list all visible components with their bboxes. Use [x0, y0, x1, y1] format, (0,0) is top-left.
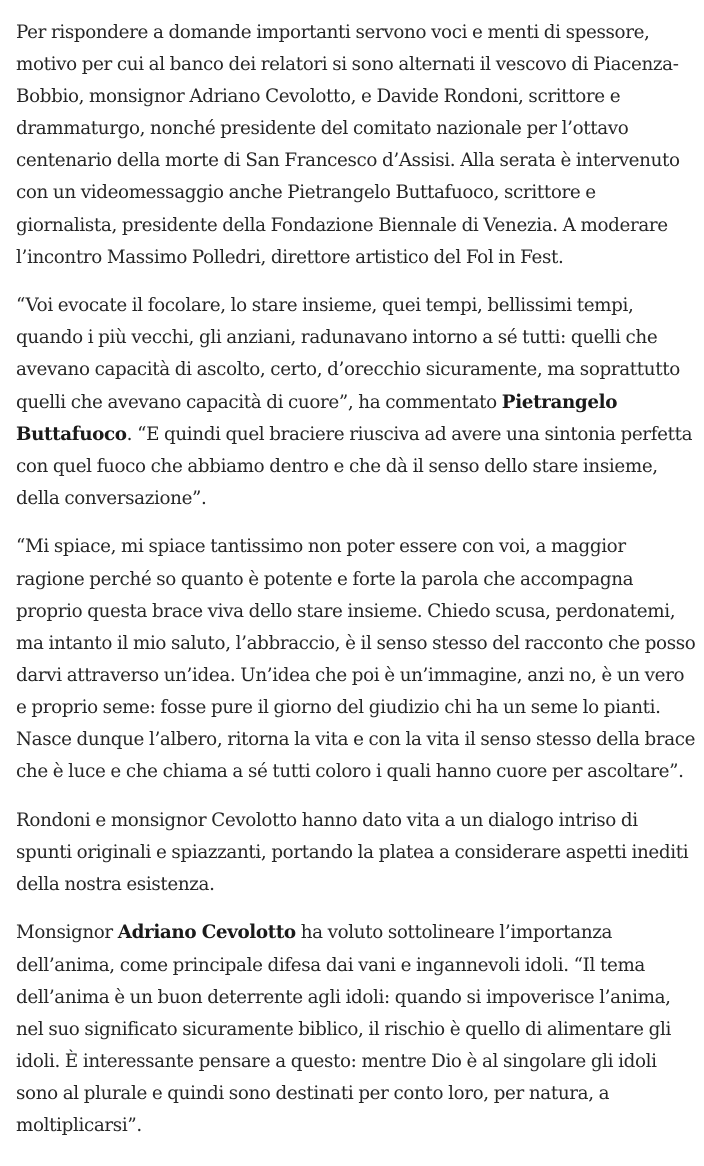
paragraph-text: Rondoni e monsignor Cevolotto hanno dato vita a un dialogo intriso di spunti originali e spiazzanti, portando la platea a considerare aspetti inediti della nostra esistenza.	[16, 809, 689, 895]
paragraph	[16, 290, 696, 515]
paragraph-text: Monsignor	[16, 922, 118, 944]
paragraph	[16, 17, 696, 274]
paragraph-text: “Mi spiace, mi spiace tantissimo non poter essere con voi, a maggior ragione perché so quanto è potente e forte la parola che accompagna proprio questa brace viva dello stare insieme. Chiedo scusa, perdonatemi, ma intanto il mio saluto, l’abbraccio, è il senso stesso del racconto che posso darvi attraverso un’idea. Un’idea che poi è un’immagine, anzi no, è un vero e proprio seme: fosse pure il giorno del giudizio chi ha un seme lo pianti. Nasce dunque l’albero, ritorna la vita e con la vita il senso stesso della brace che è luce e che chiama a sé tutti coloro i quali hanno cuore per ascoltare”.	[16, 536, 696, 783]
article-body	[16, 17, 696, 1142]
paragraph	[16, 917, 696, 1142]
person-name-bold: Adriano Cevolotto	[117, 922, 296, 944]
person-name-bold: Pietrangelo Buttafuoco	[16, 391, 618, 445]
paragraph	[16, 805, 696, 901]
paragraph-text: ha voluto sottolineare l’importanza dell’anima, come principale difesa dai vani e ingannevoli idoli. “Il tema dell’anima è un buon deterrente agli idoli: quando si impoverisce l’anima, nel suo significato sicuramente biblico, il rischio è quello di alimentare gli idoli. È interessante pensare a questo: mentre Dio è al singolare gli idoli sono al plurale e quindi sono destinati per conto loro, per natura, a moltiplicarsi”.	[16, 922, 671, 1136]
paragraph	[16, 531, 696, 788]
paragraph-text: . “E quindi quel braciere riusciva ad avere una sintonia perfetta con quel fuoco che abbiamo dentro e che dà il senso dello stare insieme, della conversazione”.	[16, 423, 693, 509]
paragraph-text: Per rispondere a domande importanti servono voci e menti di spessore, motivo per cui al banco dei relatori si sono alternati il vescovo di Piacenza-Bobbio, monsignor Adriano Cevolotto, e Davide Rondoni, scrittore e drammaturgo, nonché presidente del comitato nazionale per l’ottavo centenario della morte di San Francesco d’Assisi. Alla serata è intervenuto con un videomessaggio anche Pietrangelo Buttafuoco, scrittore e giornalista, presidente della Fondazione Biennale di Venezia. A moderare l’incontro Massimo Polledri, direttore artistico del Fol in Fest.	[16, 22, 680, 268]
paragraph-text: “Voi evocate il focolare, lo stare insieme, quei tempi, bellissimi tempi, quando i più vecchi, gli anziani, radunavano intorno a sé tutti: quelli che avevano capacità di ascolto, certo, d’orecchio sicuramente, ma soprattutto quelli che avevano capacità di cuore”, ha commentato	[16, 295, 680, 413]
